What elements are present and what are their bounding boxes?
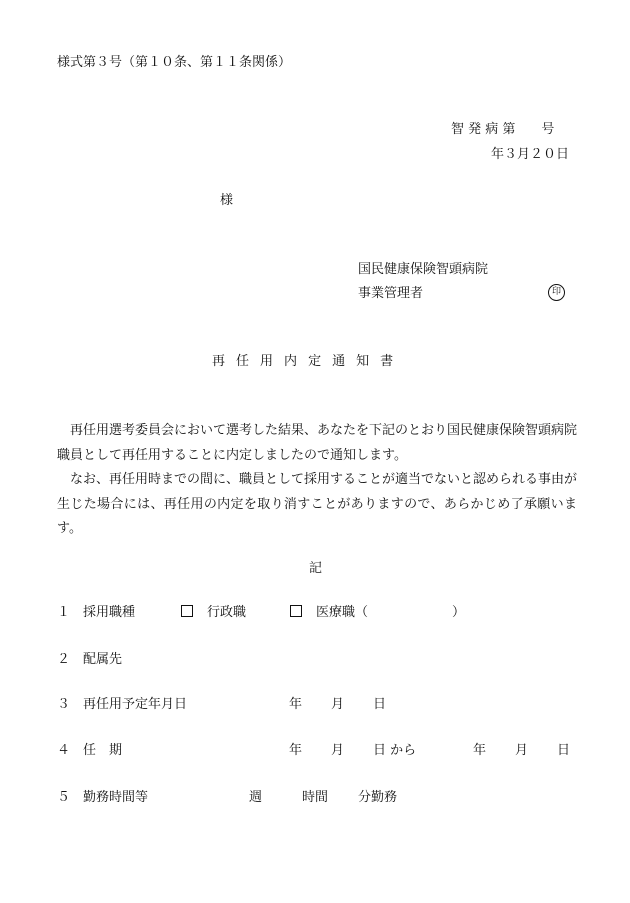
day-from-field: 日 から — [373, 743, 417, 758]
form-number-label: 様式第３号（第１０条、第１１条関係） — [57, 55, 292, 70]
item-label: 再任用予定年月日 — [83, 697, 188, 712]
title-char: 書 — [380, 354, 394, 369]
document-number-suffix: 号 — [541, 122, 555, 137]
document-number-prefix: 智 発 病 第 — [451, 122, 516, 137]
item-label: 任 期 — [83, 743, 123, 758]
document-number — [451, 122, 554, 138]
body-paragraph: 再任用選考委員会において選考した結果、あなたを下記のとおり国民健康保険智頭病院職員として再任用することに内定しましたので通知します。 — [57, 423, 578, 463]
title-char: 通 — [332, 354, 346, 369]
item-number: ４ — [57, 743, 71, 758]
month-field: 月 — [331, 743, 345, 758]
option-label: 医療職（ — [316, 605, 369, 620]
checkbox[interactable] — [181, 605, 193, 617]
notice-body — [57, 419, 577, 542]
sender-organization: 国民健康保険智頭病院 — [358, 262, 489, 277]
sender-manager-title: 事業管理者 — [358, 286, 424, 301]
addressee-honorific: 様 — [220, 193, 234, 208]
title-char: 内 — [284, 354, 298, 369]
title-char: 定 — [308, 354, 322, 369]
day-field: 日 — [373, 697, 387, 712]
item-label: 採用職種 — [83, 605, 136, 620]
title-char: 任 — [236, 354, 250, 369]
checkbox[interactable] — [290, 605, 302, 617]
hours-field: 時間 — [302, 790, 329, 805]
minutes-field: 分勤務 — [358, 790, 398, 805]
month-field: 月 — [515, 743, 529, 758]
item-term — [57, 743, 577, 759]
month-field: 月 — [331, 697, 345, 712]
issue-date: 年３月２０日 — [491, 147, 570, 162]
seal-mark: 印 — [548, 284, 565, 301]
option-medical[interactable] — [290, 605, 368, 621]
document-title — [212, 354, 393, 370]
item-scheduled-date — [57, 697, 577, 713]
item-label: 配属先 — [83, 652, 123, 667]
body-paragraph: なお、再任用時までの間に、職員として採用することが適当でないと認められる事由が生じた場合には、再任用の内定を取り消すことがありますので、あらかじめ了承願います。 — [57, 472, 578, 536]
week-field: 週 — [249, 790, 263, 805]
item-work-hours — [57, 790, 577, 806]
title-char: 用 — [260, 354, 274, 369]
item-assignment — [57, 652, 577, 668]
option-label: 行政職 — [207, 605, 247, 620]
title-char: 再 — [212, 354, 226, 369]
option-medical-close: ） — [452, 605, 466, 620]
item-number: ５ — [57, 790, 71, 805]
ki-heading: 記 — [309, 561, 323, 576]
item-number: ３ — [57, 697, 71, 712]
item-employment-type — [57, 605, 577, 621]
item-number: １ — [57, 605, 71, 620]
option-administrative[interactable] — [181, 605, 246, 621]
item-number: ２ — [57, 652, 71, 667]
year-field: 年 — [473, 743, 487, 758]
year-field: 年 — [289, 697, 303, 712]
item-label: 勤務時間等 — [83, 790, 149, 805]
title-char: 知 — [356, 354, 370, 369]
year-field: 年 — [289, 743, 303, 758]
day-field: 日 — [557, 743, 571, 758]
